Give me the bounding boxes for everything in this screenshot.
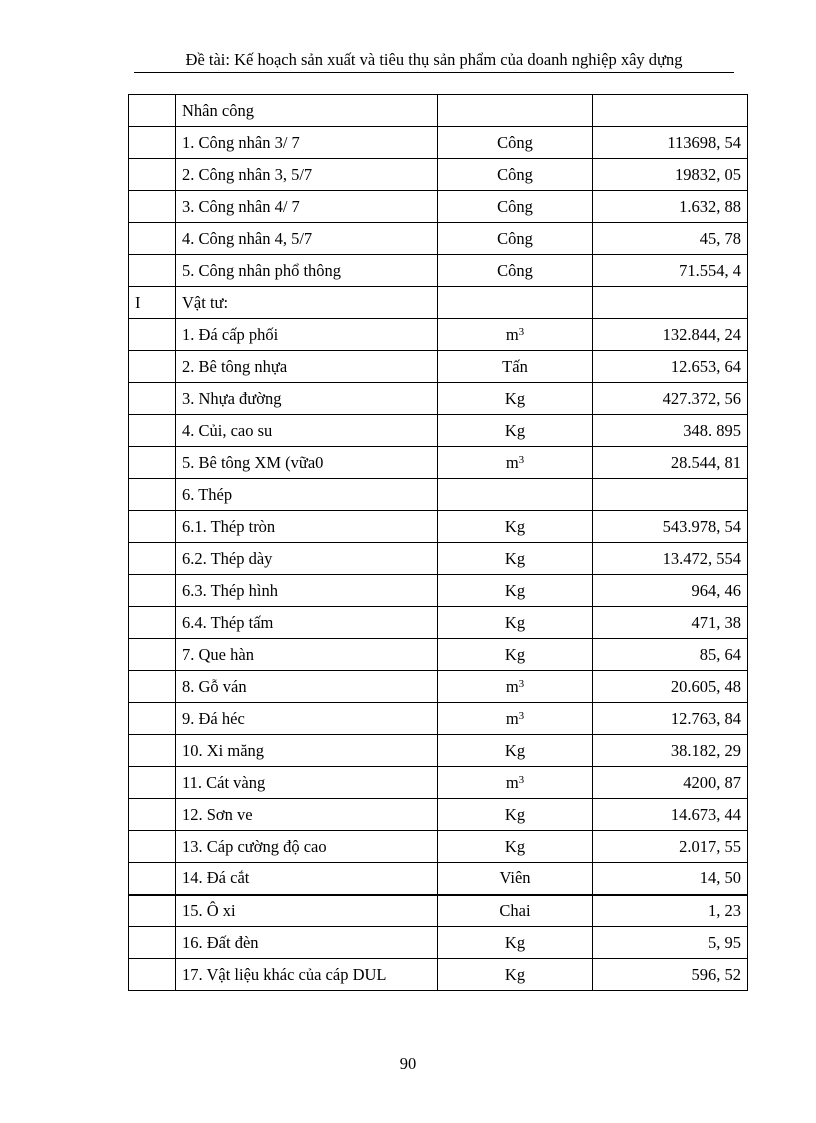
quantity-cell: 1, 23 xyxy=(593,895,748,927)
item-name-cell: 4. Củi, cao su xyxy=(176,415,438,447)
item-name-cell: 6.2. Thép dày xyxy=(176,543,438,575)
unit-text: Kg xyxy=(504,548,526,568)
row-number-cell xyxy=(129,543,176,575)
quantity-cell: 348. 895 xyxy=(593,415,748,447)
unit-text: Kg xyxy=(504,932,526,952)
row-number-cell xyxy=(129,703,176,735)
table-row xyxy=(129,415,748,447)
table-row xyxy=(129,287,748,319)
unit-text: Kg xyxy=(504,612,526,632)
item-name-cell: 6. Thép xyxy=(176,479,438,511)
quantity-cell: 596, 52 xyxy=(593,959,748,991)
unit-exponent: 3 xyxy=(518,709,525,722)
unit-text: Kg xyxy=(504,836,526,856)
row-number-cell xyxy=(129,799,176,831)
unit-cell xyxy=(438,351,593,383)
item-name-cell: 6.1. Thép tròn xyxy=(176,511,438,543)
unit-text: Kg xyxy=(504,388,526,408)
unit-text: Kg xyxy=(504,804,526,824)
table-row xyxy=(129,543,748,575)
row-number-cell xyxy=(129,511,176,543)
unit-cell xyxy=(438,831,593,863)
materials-table xyxy=(128,94,748,991)
unit-cell xyxy=(438,479,593,511)
unit-exponent: 3 xyxy=(518,453,525,466)
table-row xyxy=(129,159,748,191)
quantity-cell: 12.763, 84 xyxy=(593,703,748,735)
item-name-cell: 9. Đá héc xyxy=(176,703,438,735)
row-number-cell xyxy=(129,767,176,799)
row-number-cell xyxy=(129,319,176,351)
row-number-cell xyxy=(129,479,176,511)
row-number-cell xyxy=(129,831,176,863)
item-name-cell: 6.4. Thép tấm xyxy=(176,607,438,639)
unit-text: Công xyxy=(497,228,533,248)
row-number-cell xyxy=(129,447,176,479)
unit-cell xyxy=(438,543,593,575)
unit-cell xyxy=(438,735,593,767)
item-name-cell: 2. Công nhân 3, 5/7 xyxy=(176,159,438,191)
item-name-cell: 17. Vật liệu khác của cáp DUL xyxy=(176,959,438,991)
unit-cell xyxy=(438,191,593,223)
item-name-cell: 5. Bê tông XM (vữa0 xyxy=(176,447,438,479)
item-name-cell: 3. Công nhân 4/ 7 xyxy=(176,191,438,223)
unit-cell xyxy=(438,255,593,287)
row-number-cell xyxy=(129,607,176,639)
row-number-cell xyxy=(129,351,176,383)
unit-cell xyxy=(438,607,593,639)
row-number-cell xyxy=(129,863,176,895)
unit-cell xyxy=(438,383,593,415)
unit-cell xyxy=(438,799,593,831)
quantity-cell: 2.017, 55 xyxy=(593,831,748,863)
unit-cell xyxy=(438,575,593,607)
table-row xyxy=(129,383,748,415)
table-row xyxy=(129,671,748,703)
table-row xyxy=(129,575,748,607)
item-name-cell: 1. Đá cấp phối xyxy=(176,319,438,351)
row-number-cell xyxy=(129,575,176,607)
unit-text: Kg xyxy=(504,740,526,760)
table-row xyxy=(129,255,748,287)
row-number-cell xyxy=(129,383,176,415)
quantity-cell: 14.673, 44 xyxy=(593,799,748,831)
page-number: 90 xyxy=(399,1054,417,1073)
unit-text: Kg xyxy=(504,420,526,440)
item-name-cell: 8. Gỗ ván xyxy=(176,671,438,703)
header-underline xyxy=(134,72,734,73)
document-header: Đề tài: Kế hoạch sản xuất và tiêu thụ sản phẩm của doanh nghiệp xây dựng xyxy=(185,50,683,69)
table-row xyxy=(129,639,748,671)
unit-text: m xyxy=(505,708,519,728)
table-row xyxy=(129,863,748,895)
unit-cell xyxy=(438,927,593,959)
item-name-cell: 6.3. Thép hình xyxy=(176,575,438,607)
row-number-cell xyxy=(129,895,176,927)
quantity-cell: 471, 38 xyxy=(593,607,748,639)
row-number-cell xyxy=(129,159,176,191)
item-name-cell: 4. Công nhân 4, 5/7 xyxy=(176,223,438,255)
item-name-cell: 7. Que hàn xyxy=(176,639,438,671)
table-row xyxy=(129,191,748,223)
unit-cell xyxy=(438,447,593,479)
row-number-cell xyxy=(129,959,176,991)
table-row xyxy=(129,95,748,127)
table-row xyxy=(129,703,748,735)
quantity-cell: 543.978, 54 xyxy=(593,511,748,543)
table-row xyxy=(129,735,748,767)
unit-cell xyxy=(438,159,593,191)
row-number-cell xyxy=(129,927,176,959)
unit-text: Viên xyxy=(499,868,531,888)
quantity-cell: 14, 50 xyxy=(593,863,748,895)
table-row xyxy=(129,351,748,383)
item-name-cell: 13. Cáp cường độ cao xyxy=(176,831,438,863)
quantity-cell: 4200, 87 xyxy=(593,767,748,799)
row-number-cell xyxy=(129,255,176,287)
item-name-cell: 5. Công nhân phổ thông xyxy=(176,255,438,287)
item-name-cell: 12. Sơn ve xyxy=(176,799,438,831)
table-row xyxy=(129,127,748,159)
unit-cell xyxy=(438,671,593,703)
quantity-cell: 85, 64 xyxy=(593,639,748,671)
unit-text: Tấn xyxy=(502,356,528,376)
quantity-cell: 38.182, 29 xyxy=(593,735,748,767)
unit-text: Công xyxy=(497,132,533,152)
unit-text: Công xyxy=(497,164,533,184)
quantity-cell: 20.605, 48 xyxy=(593,671,748,703)
table-row xyxy=(129,511,748,543)
row-number-cell xyxy=(129,127,176,159)
table-row xyxy=(129,479,748,511)
unit-cell xyxy=(438,703,593,735)
unit-text: m xyxy=(505,676,519,696)
item-name-cell: 15. Ô xi xyxy=(176,895,438,927)
table-row xyxy=(129,607,748,639)
quantity-cell: 45, 78 xyxy=(593,223,748,255)
table-row xyxy=(129,831,748,863)
row-number-cell xyxy=(129,735,176,767)
item-name-cell: 10. Xi măng xyxy=(176,735,438,767)
table-row xyxy=(129,319,748,351)
unit-text: Kg xyxy=(504,580,526,600)
quantity-cell: 5, 95 xyxy=(593,927,748,959)
unit-cell xyxy=(438,415,593,447)
quantity-cell: 1.632, 88 xyxy=(593,191,748,223)
unit-cell xyxy=(438,895,593,927)
row-number-cell: I xyxy=(129,287,176,319)
quantity-cell: 19832, 05 xyxy=(593,159,748,191)
unit-text: Chai xyxy=(499,900,531,920)
item-name-cell: Nhân công xyxy=(176,95,438,127)
quantity-cell: 113698, 54 xyxy=(593,127,748,159)
quantity-cell: 427.372, 56 xyxy=(593,383,748,415)
unit-cell xyxy=(438,639,593,671)
item-name-cell: Vật tư: xyxy=(176,287,438,319)
unit-cell xyxy=(438,863,593,895)
item-name-cell: 3. Nhựa đường xyxy=(176,383,438,415)
row-number-cell xyxy=(129,671,176,703)
quantity-cell xyxy=(593,95,748,127)
quantity-cell: 12.653, 64 xyxy=(593,351,748,383)
unit-text: Kg xyxy=(504,964,526,984)
unit-text: m xyxy=(505,324,519,344)
unit-cell xyxy=(438,287,593,319)
unit-text: Kg xyxy=(504,516,526,536)
quantity-cell xyxy=(593,479,748,511)
item-name-cell: 1. Công nhân 3/ 7 xyxy=(176,127,438,159)
item-name-cell: 11. Cát vàng xyxy=(176,767,438,799)
quantity-cell: 71.554, 4 xyxy=(593,255,748,287)
row-number-cell xyxy=(129,223,176,255)
quantity-cell: 28.544, 81 xyxy=(593,447,748,479)
unit-cell xyxy=(438,959,593,991)
materials-table-body xyxy=(129,95,748,991)
unit-cell xyxy=(438,767,593,799)
unit-exponent: 3 xyxy=(518,773,525,786)
row-number-cell xyxy=(129,415,176,447)
unit-text: Kg xyxy=(504,644,526,664)
row-number-cell xyxy=(129,639,176,671)
row-number-cell xyxy=(129,95,176,127)
unit-cell xyxy=(438,127,593,159)
quantity-cell: 132.844, 24 xyxy=(593,319,748,351)
row-number-cell xyxy=(129,191,176,223)
item-name-cell: 2. Bê tông nhựa xyxy=(176,351,438,383)
unit-text: m xyxy=(505,452,519,472)
quantity-cell xyxy=(593,287,748,319)
item-name-cell: 16. Đất đèn xyxy=(176,927,438,959)
unit-exponent: 3 xyxy=(518,325,525,338)
quantity-cell: 13.472, 554 xyxy=(593,543,748,575)
item-name-cell: 14. Đá cắt xyxy=(176,863,438,895)
unit-text: m xyxy=(505,772,519,792)
unit-cell xyxy=(438,223,593,255)
unit-cell xyxy=(438,319,593,351)
table-row xyxy=(129,895,748,927)
unit-cell xyxy=(438,95,593,127)
unit-cell xyxy=(438,511,593,543)
quantity-cell: 964, 46 xyxy=(593,575,748,607)
table-row xyxy=(129,767,748,799)
table-row xyxy=(129,927,748,959)
table-row xyxy=(129,447,748,479)
table-row xyxy=(129,799,748,831)
unit-exponent: 3 xyxy=(518,677,525,690)
table-row xyxy=(129,959,748,991)
table-row xyxy=(129,223,748,255)
unit-text: Công xyxy=(497,260,533,280)
unit-text: Công xyxy=(497,196,533,216)
